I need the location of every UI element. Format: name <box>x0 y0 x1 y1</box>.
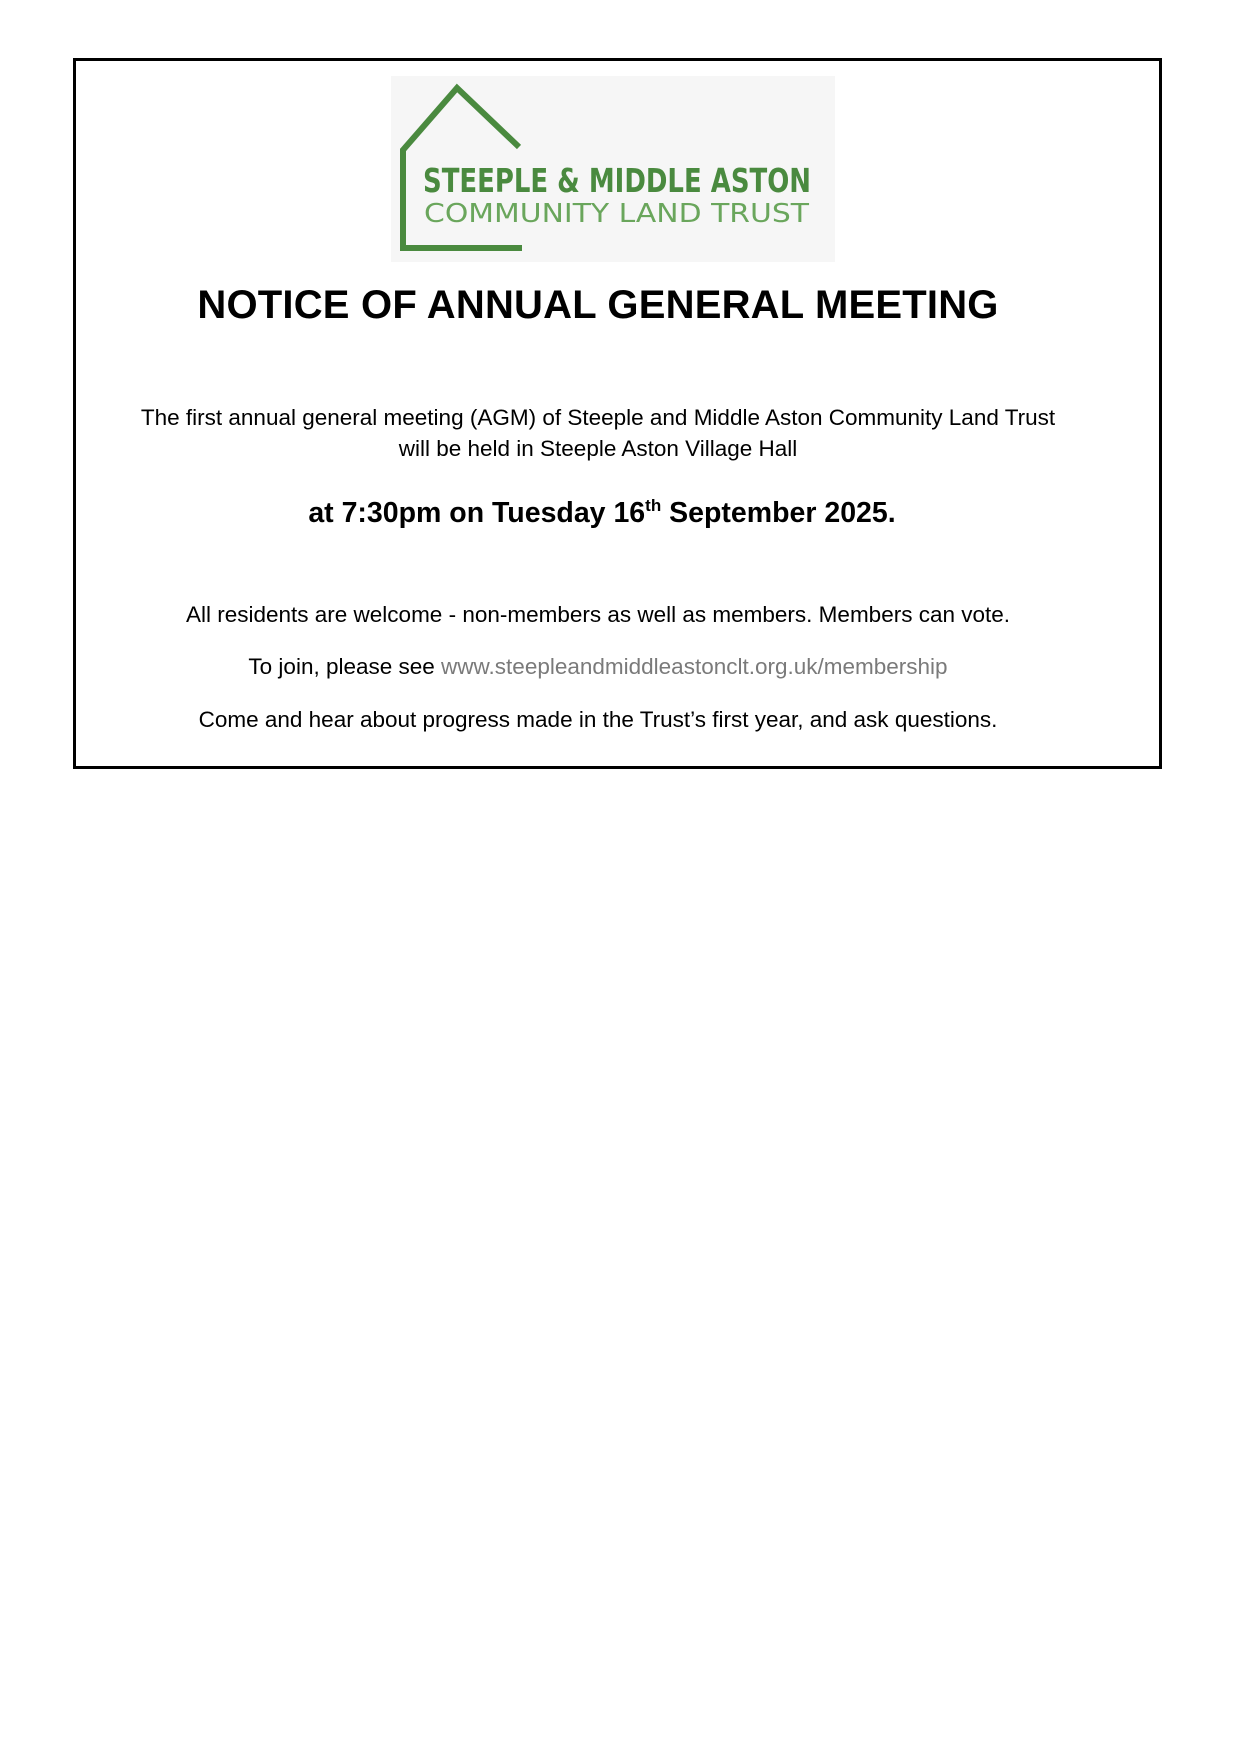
datetime-rest: September 2025. <box>661 497 896 529</box>
welcome-text: All residents are welcome - non-members as well as members. Members can vote. <box>185 602 1011 627</box>
membership-link[interactable]: www.steepleandmiddleastonclt.org.uk/membership <box>441 654 948 679</box>
progress-text: Come and hear about progress made in the Trust’s first year, and ask questions. <box>198 707 998 732</box>
join-text <box>0 654 1196 680</box>
meeting-datetime <box>0 497 1204 530</box>
logo-line-2: COMMUNITY LAND TRUST <box>424 199 810 229</box>
page-title: NOTICE OF ANNUAL GENERAL MEETING <box>197 283 999 327</box>
join-label: To join, please see <box>248 654 442 679</box>
intro-line-1: The first annual general meeting (AGM) of Steeple and Middle Aston Community Land Trust <box>140 405 1056 430</box>
logo-line-1: STEEPLE & MIDDLE ASTON <box>423 161 811 200</box>
datetime-ordinal: th <box>645 496 662 515</box>
datetime-prefix: at 7:30pm on Tuesday 16 <box>308 497 646 529</box>
house-outline-icon <box>391 76 835 262</box>
trust-logo <box>391 76 835 262</box>
intro-line-2: will be held in Steeple Aston Village Hall <box>398 436 798 461</box>
